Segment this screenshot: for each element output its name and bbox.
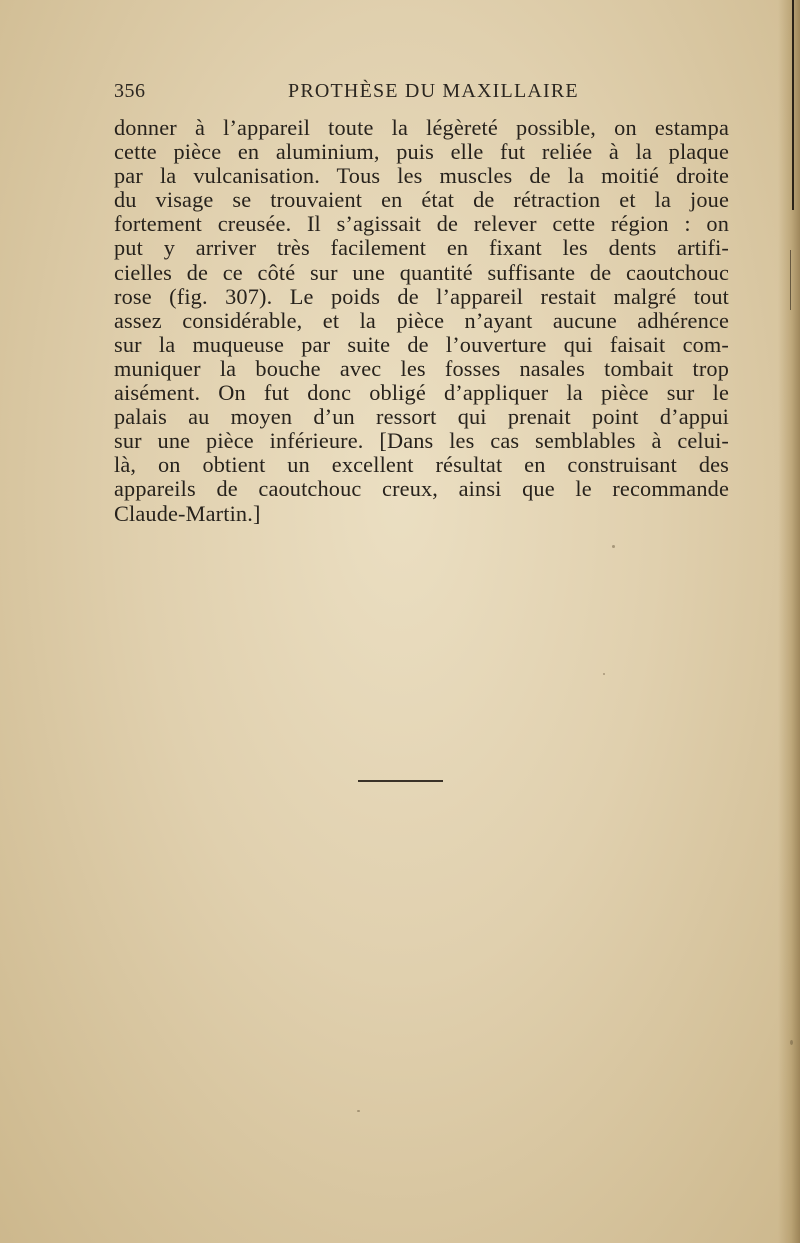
text-line: assez considérable, et la pièce n’ayant aucune adhérence — [114, 307, 729, 333]
text-line: put y arriver très facilement en fixant les dents artifi- — [114, 235, 729, 261]
text-line: cielles de ce côté sur une quantité suffisante de caoutchouc — [114, 259, 729, 285]
text-line: du visage se trouvaient en état de rétraction et la joue — [114, 187, 729, 213]
text-line: là, on obtient un excellent résultat en construisant des — [114, 452, 729, 478]
paper-speck — [603, 673, 605, 675]
section-divider-rule — [358, 780, 443, 782]
text-line: Claude-Martin.] — [114, 500, 261, 526]
text-line: rose (fig. 307). Le poids de l’appareil restait malgré tout — [114, 283, 729, 309]
text-line: sur la muqueuse par suite de l’ouverture qui faisait com- — [114, 331, 729, 357]
text-line: cette pièce en aluminium, puis elle fut reliée à la plaque — [114, 139, 729, 165]
paper-speck — [357, 1110, 360, 1112]
page-number: 356 — [114, 80, 146, 102]
page-edge-line — [790, 250, 791, 310]
text-line: fortement creusée. Il s’agissait de relever cette région : on — [114, 211, 729, 237]
text-line: sur une pièce inférieure. [Dans les cas semblables à celui- — [114, 428, 729, 454]
text-line: par la vulcanisation. Tous les muscles de la moitié droite — [114, 163, 729, 189]
paper-speck — [612, 545, 615, 548]
text-line: muniquer la bouche avec les fosses nasales tombait trop — [114, 355, 729, 381]
text-line: aisément. On fut donc obligé d’appliquer la pièce sur le — [114, 380, 729, 406]
page-edge-line — [792, 0, 794, 210]
page-header — [114, 80, 729, 104]
page-edge-shadow — [778, 0, 800, 1243]
text-line: donner à l’appareil toute la légèreté possible, on estampa — [114, 115, 729, 140]
text-line: appareils de caoutchouc creux, ainsi que le recommande — [114, 476, 729, 502]
body-paragraph — [114, 116, 729, 526]
running-title: PROTHÈSE DU MAXILLAIRE — [288, 80, 579, 102]
paper-speck — [790, 1040, 793, 1045]
text-line: palais au moyen d’un ressort qui prenait point d’appui — [114, 404, 729, 430]
